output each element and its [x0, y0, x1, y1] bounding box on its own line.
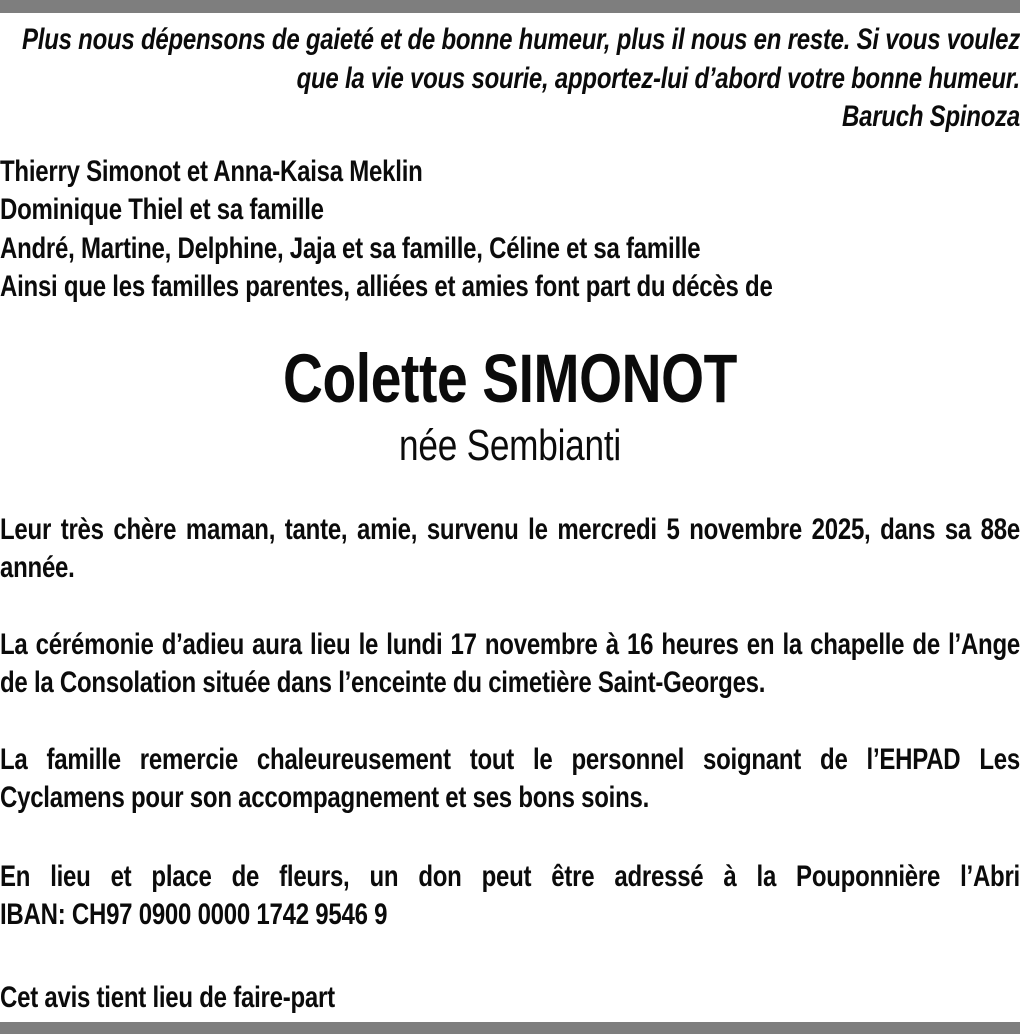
- bottom-divider-bar: [0, 1022, 1020, 1034]
- relatives-line-3: André, Martine, Delphine, Jaja et sa famille, Céline et sa famille: [0, 231, 701, 265]
- donation-line: En lieu et place de fleurs, un don peut être adressé à la Pouponnière l’Abri: [0, 859, 1020, 893]
- notice-content: [0, 13, 1020, 1017]
- top-divider-bar: [0, 0, 1020, 13]
- relatives-line-1: Thierry Simonot et Anna-Kaisa Meklin: [0, 154, 423, 188]
- iban-line: IBAN: CH97 0900 0000 1742 9546 9: [0, 898, 388, 931]
- ceremony-paragraph: La cérémonie d’adieu aura lieu le lundi 17 novembre à 16 heures en la chapelle de l’Ange de la Consolation située dans l’enceinte du cimetière Saint-Georges.: [0, 627, 1020, 699]
- donation-paragraph: [0, 858, 1020, 935]
- deceased-name: Colette SIMONOT: [282, 339, 737, 417]
- epigraph-attribution: Baruch Spinoza: [842, 100, 1020, 133]
- epigraph-text: Plus nous dépensons de gaieté et de bonne humeur, plus il nous en reste. Si vous voulez que la vie vous sourie, apportez-lui d’abord votre bonne humeur.: [22, 23, 1020, 95]
- deceased-maiden-name: née Sembianti: [399, 420, 621, 470]
- closing-line: Cet avis tient lieu de faire-part: [0, 980, 335, 1014]
- epigraph-block: [0, 21, 1020, 137]
- relatives-line-2: Dominique Thiel et sa famille: [0, 193, 324, 226]
- relatives-line-4: Ainsi que les familles parentes, alliées et amies font part du décès de: [0, 270, 773, 303]
- thanks-paragraph: La famille remercie chaleureusement tout le personnel soignant de l’EHPAD Les Cyclamens pour son accompagnement et ses bons soins.: [0, 742, 1020, 814]
- death-announcement-paragraph: Leur très chère maman, tante, amie, survenu le mercredi 5 novembre 2025, dans sa 88e année.: [0, 512, 1020, 584]
- relatives-list: [0, 153, 1020, 307]
